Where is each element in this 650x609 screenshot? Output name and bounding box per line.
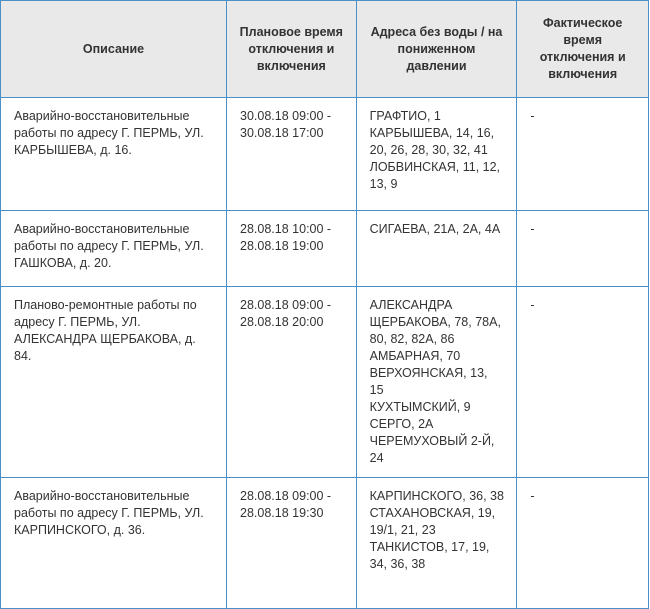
table-row xyxy=(1,287,649,478)
address-line: ТАНКИСТОВ, 17, 19, 34, 36, 38 xyxy=(369,540,490,571)
table-row xyxy=(1,98,649,211)
address-line: КАРПИНСКОГО, 36, 38 xyxy=(369,489,504,503)
planned-time-cell: 28.08.18 10:00 - 28.08.18 19:00 xyxy=(227,211,357,287)
address-line: ЛОБВИНСКАЯ, 11, 12, 13, 9 xyxy=(369,160,501,191)
address-line: СИГАЕВА, 21А, 2А, 4А xyxy=(369,222,501,236)
address-line: ЧЕРЕМУХОВЫЙ 2-Й, 24 xyxy=(369,434,495,465)
header-planned-time: Плановое время отключения и включения xyxy=(227,1,357,98)
actual-time-cell: - xyxy=(517,211,649,287)
planned-time-cell: 28.08.18 09:00 - 28.08.18 19:30 xyxy=(227,478,357,609)
header-description: Описание xyxy=(1,1,227,98)
addresses-cell xyxy=(356,211,517,287)
address-line: СТАХАНОВСКАЯ, 19, 19/1, 21, 23 xyxy=(369,506,496,537)
description-cell: Аварийно-восстановительные работы по адресу Г. ПЕРМЬ, УЛ. КАРБЫШЕВА, д. 16. xyxy=(1,98,227,211)
header-actual-time: Фактическое время отключения и включения xyxy=(517,1,649,98)
address-line: АЛЕКСАНДРА ЩЕРБАКОВА, 78, 78А, 80, 82, 82А, 86 xyxy=(369,298,501,346)
table-row xyxy=(1,478,649,609)
address-line: СЕРГО, 2А xyxy=(369,417,434,431)
addresses-cell xyxy=(356,98,517,211)
description-cell: Планово-ремонтные работы по адресу Г. ПЕРМЬ, УЛ. АЛЕКСАНДРА ЩЕРБАКОВА, д. 84. xyxy=(1,287,227,478)
table-header-row xyxy=(1,1,649,98)
addresses-cell xyxy=(356,478,517,609)
actual-time-cell: - xyxy=(517,287,649,478)
addresses-cell xyxy=(356,287,517,478)
address-line: АМБАРНАЯ, 70 xyxy=(369,349,461,363)
actual-time-cell: - xyxy=(517,478,649,609)
planned-time-cell: 28.08.18 09:00 - 28.08.18 20:00 xyxy=(227,287,357,478)
table-row xyxy=(1,211,649,287)
address-line: КАРБЫШЕВА, 14, 16, 20, 26, 28, 30, 32, 41 xyxy=(369,126,495,157)
address-line: КУХТЫМСКИЙ, 9 xyxy=(369,400,471,414)
actual-time-cell: - xyxy=(517,98,649,211)
address-line: ГРАФТИО, 1 xyxy=(369,109,441,123)
description-cell: Аварийно-восстановительные работы по адресу Г. ПЕРМЬ, УЛ. КАРПИНСКОГО, д. 36. xyxy=(1,478,227,609)
description-cell: Аварийно-восстановительные работы по адресу Г. ПЕРМЬ, УЛ. ГАШКОВА, д. 20. xyxy=(1,211,227,287)
address-line: ВЕРХОЯНСКАЯ, 13, 15 xyxy=(369,366,488,397)
planned-time-cell: 30.08.18 09:00 - 30.08.18 17:00 xyxy=(227,98,357,211)
header-addresses: Адреса без воды / на пониженном давлении xyxy=(356,1,517,98)
